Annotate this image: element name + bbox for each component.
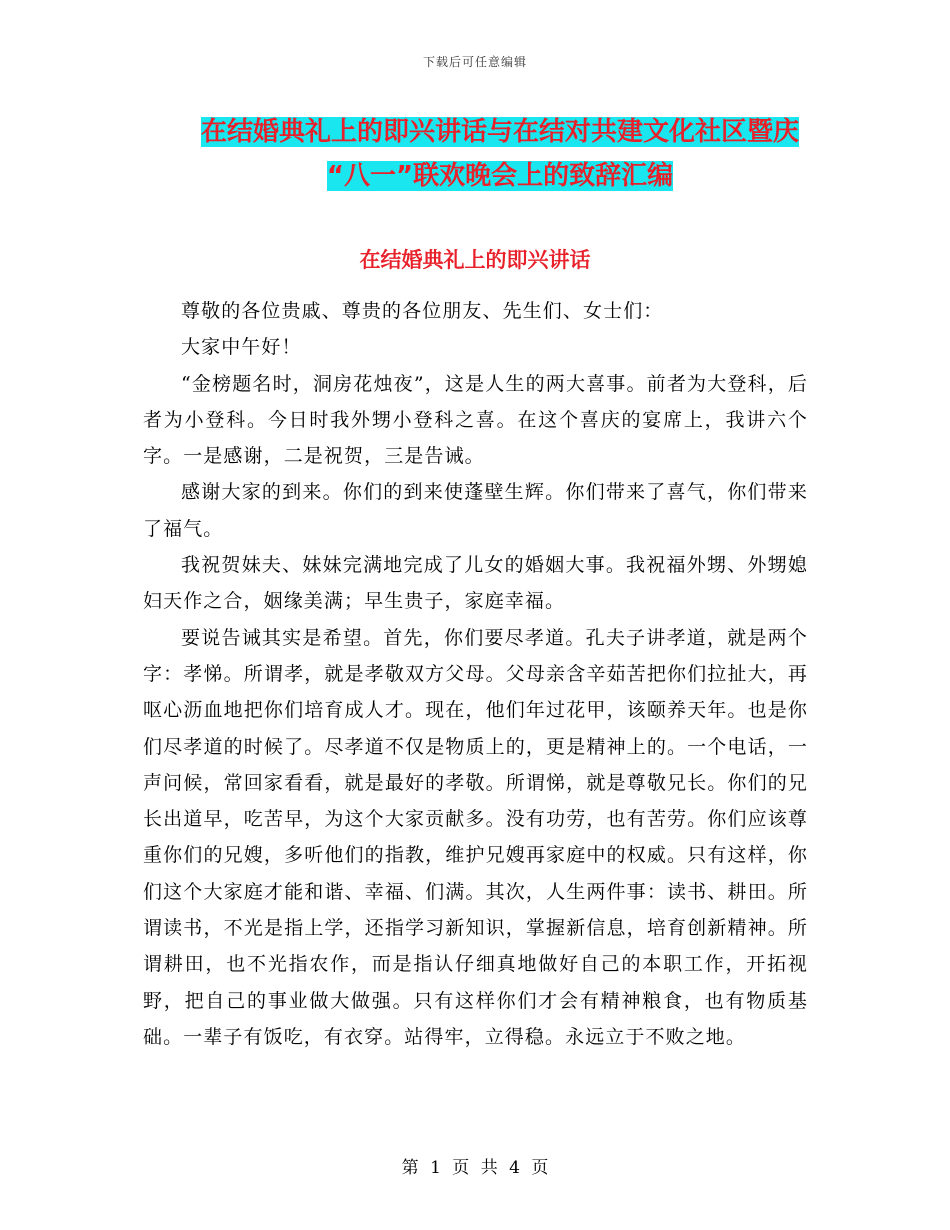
paragraph-intro: “金榜题名时，洞房花烛夜”，这是人生的两大喜事。前者为大登科，后者为小登科。今日时我外甥小登科之喜。在这个喜庆的宴席上，我讲六个字。一是感谢，二是祝贺，三是告诫。 <box>143 372 808 468</box>
paragraph-thanks: 感谢大家的到来。你们的到来使蓬壁生辉。你们带来了喜气，你们带来了福气。 <box>143 481 808 540</box>
document-title <box>120 110 880 198</box>
paragraph-congratulations: 我祝贺妹夫、妹妹完满地完成了儿女的婚姻大事。我祝福外甥、外甥媳妇天作之合，姻缘美满；早生贵子，家庭幸福。 <box>143 554 808 613</box>
section-title: 在结婚典礼上的即兴讲话 <box>359 248 591 272</box>
paragraph-salutation: 尊敬的各位贵戚、尊贵的各位朋友、先生们、女士们： <box>181 300 664 322</box>
paragraph-greeting: 大家中午好！ <box>181 336 302 359</box>
document-title-line-2: “八一”联欢晚会上的致辞汇编 <box>326 161 674 191</box>
page-header-note: 下载后可任意编辑 <box>422 55 527 69</box>
body-text <box>143 293 808 1055</box>
paragraph-advice: 要说告诫其实是希望。首先，你们要尽孝道。孔夫子讲孝道，就是两个字：孝悌。所谓孝，就是孝敬双方父母。父母亲含辛茹苦把你们拉扯大，再呕心沥血地把你们培育成人才。现在，他们年过花甲，该颐养天年。也是你们尽孝道的时候了。尽孝道不仅是物质上的，更是精神上的。一个电话，一声问候，常回家看看，就是最好的孝敬。所谓悌，就是尊敬兄长。你们的兄长出道早，吃苦早，为这个大家贡献多。没有功劳，也有苦劳。你们应该尊重你们的兄嫂，多听他们的指教，维护兄嫂再家庭中的权威。只有这样，你们这个大家庭才能和谐、幸福、们满。其次，人生两件事：读书、耕田。所谓读书，不光是指上学，还指学习新知识，掌握新信息，培育创新精神。所谓耕田，也不光指农作，而是指认仔细真地做好自己的本职工作，开拓视野，把自己的事业做大做强。只有这样你们才会有精神粮食，也有物质基础。一辈子有饭吃，有衣穿。站得牢，立得稳。永远立于不败之地。 <box>143 626 808 1048</box>
page-footer-number: 第 1 页 共 4 页 <box>401 1158 549 1178</box>
document-title-line-1: 在结婚典礼上的即兴讲话与在结对共建文化社区暨庆 <box>200 117 799 147</box>
